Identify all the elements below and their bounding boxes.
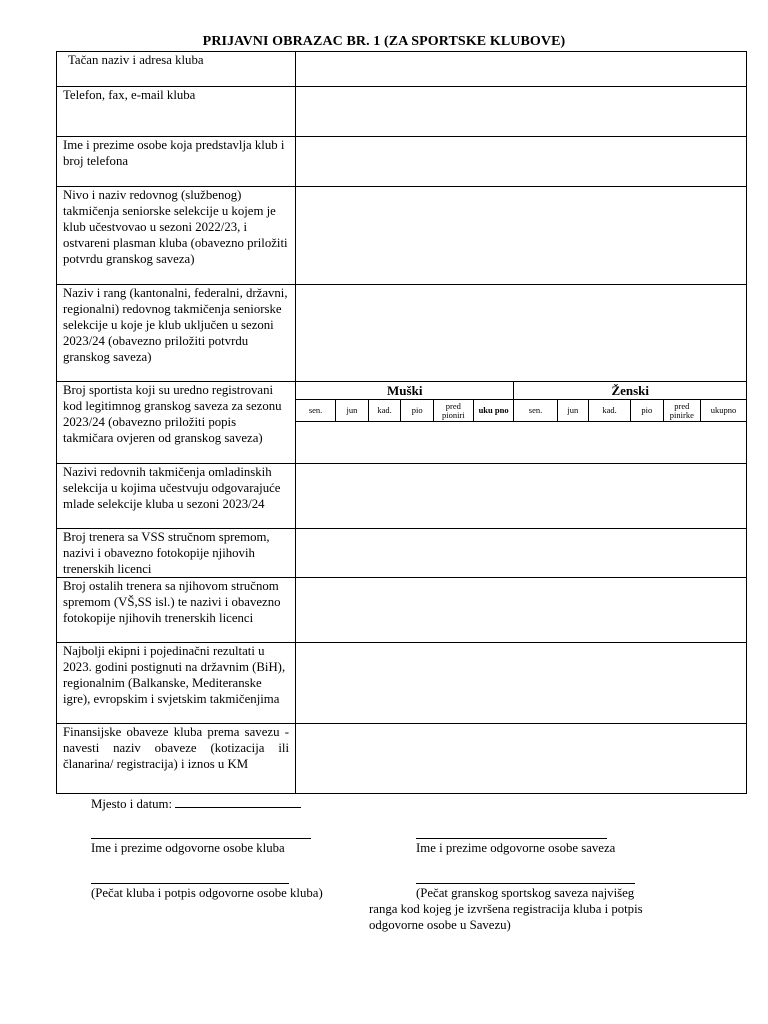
female-col-pioneer: pio xyxy=(631,400,664,422)
input-female-cadet[interactable] xyxy=(589,422,631,423)
label-athletes: Broj sportista koji su uredno registrovani kod legitimnog granskog saveza za sezonu 2023/24 (obavezno priložiti popis takmičara ovjeren od granskog saveza) xyxy=(57,382,296,464)
male-col-total: uku pno xyxy=(473,400,514,422)
field-vss-coaches[interactable] xyxy=(296,529,747,578)
club-person-signature-line[interactable] xyxy=(91,838,311,839)
input-female-pioneer[interactable] xyxy=(631,422,664,423)
input-female-junior[interactable] xyxy=(557,422,588,423)
female-col-junior: jun xyxy=(557,400,588,422)
input-male-senior[interactable] xyxy=(296,422,336,423)
club-stamp-line[interactable] xyxy=(91,883,289,884)
label-other-coaches: Broj ostalih trenera sa njihovom stručnom spremom (VŠ,SS isl.) te nazivi i obavezno fotokopije njihovih trenerskih licenci xyxy=(57,578,296,643)
field-contact[interactable] xyxy=(296,87,747,137)
field-youth-competitions[interactable] xyxy=(296,464,747,529)
label-competition-2022: Nivo i naziv redovnog (službenog) takmičenja seniorske selekcije u kojem je klub učestvovao u sezoni 2022/23, i ostvareni plasman kluba (obavezno priložiti potvrdu granskog saveza) xyxy=(57,187,296,285)
input-female-senior[interactable] xyxy=(514,422,557,423)
male-col-senior: sen. xyxy=(296,400,336,422)
form-row-club-name xyxy=(57,52,747,87)
field-financial[interactable] xyxy=(296,724,747,794)
form-row-representative xyxy=(57,137,747,187)
club-person-label: Ime i prezime odgovorne osobe kluba xyxy=(91,841,285,855)
page-title: PRIJAVNI OBRAZAC BR. 1 (ZA SPORTSKE KLUBOVE) xyxy=(202,34,566,49)
federation-stamp-line-3: odgovorne osobe u Savezu) xyxy=(369,918,511,932)
form-row-athletes xyxy=(57,382,747,464)
male-col-junior: jun xyxy=(336,400,369,422)
input-male-pioneer[interactable] xyxy=(401,422,434,423)
athletes-count-grid xyxy=(296,382,746,422)
place-date-line[interactable] xyxy=(175,795,301,808)
federation-stamp-line[interactable] xyxy=(416,883,635,884)
label-vss-coaches: Broj trenera sa VSS stručnom spremom, nazivi i obavezno fotokopije njihovih trenerskih licenci xyxy=(57,529,296,578)
place-date-label: Mjesto i datum: xyxy=(91,797,173,811)
form-row-youth-competitions xyxy=(57,464,747,529)
input-male-prepioneer[interactable] xyxy=(434,422,474,423)
male-col-prepioneer: pred pioniri xyxy=(434,400,474,422)
input-male-total[interactable] xyxy=(473,422,514,423)
female-col-total: ukupno xyxy=(700,400,746,422)
female-header: Ženski xyxy=(514,382,746,400)
female-col-senior: sen. xyxy=(514,400,557,422)
male-header: Muški xyxy=(296,382,514,400)
application-form-table xyxy=(56,51,747,794)
field-other-coaches[interactable] xyxy=(296,578,747,643)
label-club-name: Tačan naziv i adresa kluba xyxy=(57,52,296,87)
male-col-pioneer: pio xyxy=(401,400,434,422)
field-best-results[interactable] xyxy=(296,643,747,724)
place-date xyxy=(91,795,301,812)
label-representative: Ime i prezime osobe koja predstavlja klub i broj telefona xyxy=(57,137,296,187)
male-col-cadet: kad. xyxy=(368,400,401,422)
label-best-results: Najbolji ekipni i pojedinačni rezultati u 2023. godini postignuti na državnim (BiH), regionalnim (Balkanske, Mediteranske igre), evropskim i svjetskim takmičenjima xyxy=(57,643,296,724)
club-stamp-label: (Pečat kluba i potpis odgovorne osobe kluba) xyxy=(91,886,323,900)
federation-person-label: Ime i prezime odgovorne osobe saveza xyxy=(416,841,616,855)
federation-stamp-line-2: ranga kod kojeg je izvršena registracija kluba i potpis xyxy=(369,902,643,916)
field-club-name[interactable] xyxy=(296,52,747,87)
field-representative[interactable] xyxy=(296,137,747,187)
label-financial: Finansijske obaveze kluba prema savezu - navesti naziv obaveze (kotizacija ili članarina/ registracija) i iznos u KM xyxy=(57,724,296,794)
form-row-contact xyxy=(57,87,747,137)
form-row-competition-2023 xyxy=(57,285,747,382)
input-male-cadet[interactable] xyxy=(368,422,401,423)
label-youth-competitions: Nazivi redovnih takmičenja omladinskih selekcija u kojima učestvuju odgovarajuće mlade selekcije kluba u sezoni 2023/24 xyxy=(57,464,296,529)
federation-person-signature-line[interactable] xyxy=(416,838,607,839)
input-female-prepioneer[interactable] xyxy=(663,422,700,423)
label-contact: Telefon, fax, e-mail kluba xyxy=(57,87,296,137)
female-col-cadet: kad. xyxy=(589,400,631,422)
field-competition-2022[interactable] xyxy=(296,187,747,285)
input-male-junior[interactable] xyxy=(336,422,369,423)
form-row-financial xyxy=(57,724,747,794)
form-row-competition-2022 xyxy=(57,187,747,285)
form-row-vss-coaches xyxy=(57,529,747,578)
federation-stamp-line-1: (Pečat granskog sportskog saveza najvišeg xyxy=(416,886,635,900)
label-competition-2023: Naziv i rang (kantonalni, federalni, državni, regionalni) redovnog takmičenja seniorske selekcije u koje je klub uključen u sezoni 2023/24 (obavezno priložiti potvrdu granskog saveza) xyxy=(57,285,296,382)
input-female-total[interactable] xyxy=(700,422,746,423)
athletes-count-grid-cell xyxy=(296,382,747,464)
form-row-other-coaches xyxy=(57,578,747,643)
form-row-best-results xyxy=(57,643,747,724)
female-col-prepioneer: pred pinirke xyxy=(663,400,700,422)
field-competition-2023[interactable] xyxy=(296,285,747,382)
